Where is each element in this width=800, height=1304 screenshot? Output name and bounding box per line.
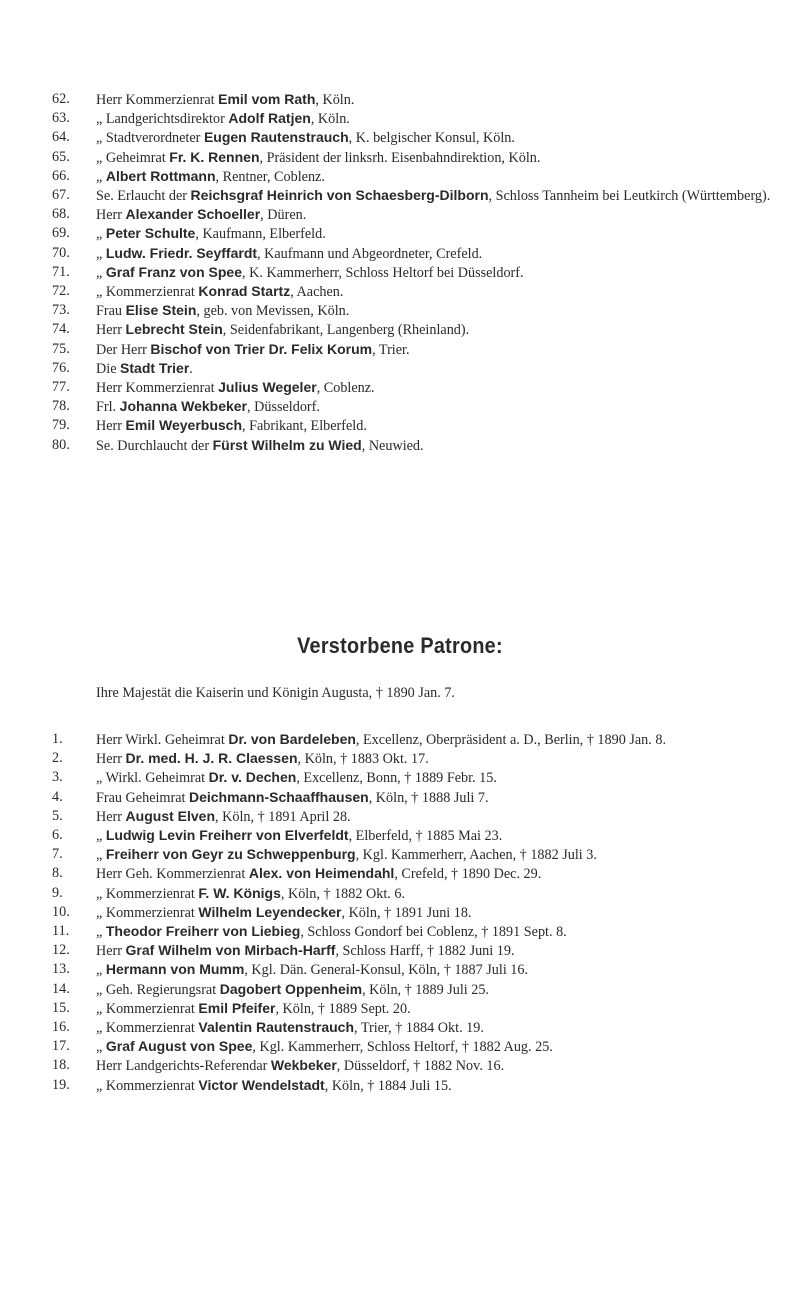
entry-text: Herr bbox=[96, 808, 126, 825]
entry-text: , Schloss Gondorf bei Coblenz, † 1891 Sept. 8. bbox=[300, 924, 567, 941]
list-item bbox=[52, 109, 777, 128]
person-name: Wekbeker bbox=[270, 1057, 337, 1074]
entry-body bbox=[96, 749, 777, 768]
entry-text: , Excellenz, Oberpräsident a. D., Berlin, † 1890 Jan. 8. bbox=[355, 732, 666, 748]
list-item bbox=[52, 960, 777, 979]
person-name: Graf Wilhelm von Mirbach-Harff bbox=[125, 942, 336, 959]
entry-text: „ Kommerzienrat bbox=[96, 1077, 199, 1094]
entry-body bbox=[96, 263, 777, 282]
list-item bbox=[52, 282, 777, 301]
entry-text: Die bbox=[96, 360, 121, 377]
person-name: Ludwig Levin Freiherr von Elverfeldt bbox=[105, 827, 349, 844]
entry-body bbox=[96, 167, 777, 186]
deceased-patron-list bbox=[52, 730, 777, 1095]
entry-text: „ bbox=[96, 226, 106, 243]
entry-text: , K. Kammerherr, Schloss Heltorf bei Düsseldorf. bbox=[242, 264, 524, 281]
person-name: Alexander Schoeller bbox=[125, 206, 261, 223]
entry-number: 7. bbox=[52, 846, 63, 863]
entry-text: , Köln, † 1889 Juli 25. bbox=[362, 981, 489, 998]
entry-number: 12. bbox=[52, 942, 70, 959]
entry-body bbox=[96, 397, 777, 416]
person-name: Adolf Ratjen bbox=[228, 110, 311, 127]
list-item bbox=[52, 167, 777, 186]
entry-text: , Trier. bbox=[372, 341, 410, 358]
person-name: Alex. von Heimendahl bbox=[248, 865, 395, 882]
entry-text: Herr bbox=[96, 322, 126, 339]
entry-text: Frl. bbox=[96, 399, 120, 416]
list-item bbox=[52, 224, 777, 243]
entry-text: „ Stadtverordneter bbox=[96, 130, 204, 147]
entry-text: „ Kommerzienrat bbox=[96, 1020, 199, 1037]
entry-number: 15. bbox=[52, 999, 70, 1016]
entry-text: , Köln. bbox=[315, 92, 355, 108]
entry-body bbox=[96, 416, 777, 435]
entry-number: 70. bbox=[52, 244, 70, 261]
entry-text: Se. Erlaucht der bbox=[96, 188, 191, 205]
patron-list bbox=[52, 90, 777, 455]
entry-text: , Düsseldorf, † 1882 Nov. 16. bbox=[336, 1058, 505, 1075]
person-name: Emil Weyerbusch bbox=[125, 417, 242, 434]
entry-text: „ bbox=[96, 245, 106, 262]
list-item bbox=[52, 301, 777, 320]
entry-text: „ bbox=[96, 828, 106, 845]
entry-number: 2. bbox=[52, 750, 63, 767]
entry-body bbox=[96, 205, 777, 224]
entry-number: 80. bbox=[52, 436, 70, 453]
list-item bbox=[52, 788, 777, 807]
list-item bbox=[52, 864, 777, 883]
entry-number: 4. bbox=[52, 788, 63, 805]
entry-number: 68. bbox=[52, 206, 70, 223]
entry-text: , Kgl. Dän. General-Konsul, Köln, † 1887 Juli 16. bbox=[244, 962, 529, 979]
entry-text: Herr Landgerichts-Referendar bbox=[96, 1058, 271, 1075]
entry-text: , Trier, † 1884 Okt. 19. bbox=[354, 1020, 484, 1037]
entry-body bbox=[96, 768, 777, 787]
list-item bbox=[52, 749, 777, 768]
list-item bbox=[52, 263, 777, 282]
entry-number: 72. bbox=[52, 283, 70, 300]
entry-number: 76. bbox=[52, 359, 70, 376]
entry-body bbox=[96, 128, 777, 147]
entry-number: 63. bbox=[52, 110, 70, 127]
entry-text: „ bbox=[96, 1039, 106, 1056]
entry-text: , Düren. bbox=[260, 207, 307, 224]
person-name: F. W. Königs bbox=[198, 884, 281, 901]
entry-body bbox=[96, 845, 777, 864]
entry-number: 78. bbox=[52, 398, 70, 415]
entry-number: 9. bbox=[52, 884, 63, 901]
person-name: Albert Rottmann bbox=[105, 167, 216, 184]
person-name: Theodor Freiherr von Liebieg bbox=[105, 923, 301, 940]
person-name: Valentin Rautenstrauch bbox=[198, 1019, 355, 1036]
list-item bbox=[52, 980, 777, 999]
entry-number: 1. bbox=[52, 731, 63, 747]
person-name: Johanna Wekbeker bbox=[119, 398, 248, 415]
entry-body bbox=[96, 903, 777, 922]
entry-text: , Schloss Harff, † 1882 Juni 19. bbox=[335, 943, 515, 960]
entry-body bbox=[96, 436, 777, 455]
entry-body bbox=[96, 244, 777, 263]
entry-number: 71. bbox=[52, 263, 70, 280]
entry-text: , Neuwied. bbox=[361, 437, 424, 454]
list-item bbox=[52, 922, 777, 941]
entry-text: , Köln, † 1882 Okt. 6. bbox=[280, 885, 406, 902]
entry-number: 10. bbox=[52, 903, 70, 920]
entry-text: , Köln, † 1891 Juni 18. bbox=[341, 904, 472, 921]
entry-body bbox=[96, 807, 777, 826]
entry-text: Herr Wirkl. Geheimrat bbox=[96, 732, 229, 748]
entry-number: 19. bbox=[52, 1076, 70, 1093]
entry-text: „ Landgerichtsdirektor bbox=[96, 111, 229, 128]
entry-body bbox=[96, 90, 777, 109]
person-name: Fr. K. Rennen bbox=[169, 148, 260, 165]
entry-text: „ Kommerzienrat bbox=[96, 904, 199, 921]
entry-text: „ bbox=[96, 168, 106, 185]
entry-text: „ bbox=[96, 264, 106, 281]
person-name: Stadt Trier bbox=[120, 359, 190, 376]
list-item bbox=[52, 397, 777, 416]
person-name: Reichsgraf Heinrich von Schaesberg-Dilborn bbox=[190, 187, 489, 204]
entry-number: 79. bbox=[52, 417, 70, 434]
entry-text: „ Geh. Regierungsrat bbox=[96, 981, 220, 998]
entry-text: , Elberfeld, † 1885 Mai 23. bbox=[348, 828, 503, 845]
list-item bbox=[52, 359, 777, 378]
person-name: Dr. med. H. J. R. Claessen bbox=[125, 750, 298, 767]
entry-body bbox=[96, 378, 777, 397]
person-name: Elise Stein bbox=[125, 302, 197, 319]
list-item bbox=[52, 90, 777, 109]
entry-body bbox=[96, 788, 777, 807]
entry-body bbox=[96, 864, 777, 883]
entry-body bbox=[96, 960, 777, 979]
person-name: Julius Wegeler bbox=[218, 379, 317, 396]
entry-text: , Düsseldorf. bbox=[247, 399, 320, 416]
list-item bbox=[52, 807, 777, 826]
entry-text: , Coblenz. bbox=[316, 380, 375, 397]
entry-number: 16. bbox=[52, 1019, 70, 1036]
entry-text: , Köln, † 1884 Juli 15. bbox=[324, 1077, 452, 1094]
entry-text: , Köln. bbox=[310, 111, 350, 128]
entry-text: „ Kommerzienrat bbox=[96, 885, 199, 902]
list-item bbox=[52, 903, 777, 922]
entry-body bbox=[96, 224, 777, 243]
entry-text: , Excellenz, Bonn, † 1889 Febr. 15. bbox=[296, 770, 497, 787]
entry-number: 77. bbox=[52, 379, 70, 396]
person-name: Deichmann-Schaaffhausen bbox=[188, 788, 369, 805]
person-name: August Elven bbox=[125, 807, 216, 824]
person-name: Konrad Startz bbox=[198, 283, 291, 300]
entry-body bbox=[96, 1037, 777, 1056]
entry-text: , Schloss Tannheim bei Leutkirch (Württemberg). bbox=[488, 188, 771, 205]
list-item bbox=[52, 1037, 777, 1056]
entry-text: Frau Geheimrat bbox=[96, 789, 189, 806]
list-item bbox=[52, 436, 777, 455]
entry-text: Ihre Majestät die Kaiserin und Königin Augusta, † 1890 Jan. 7. bbox=[96, 685, 455, 701]
entry-body bbox=[96, 1076, 777, 1095]
entry-body bbox=[96, 109, 777, 128]
entry-number: 3. bbox=[52, 769, 63, 786]
person-name: Dagobert Oppenheim bbox=[219, 980, 363, 997]
entry-text: , K. belgischer Konsul, Köln. bbox=[348, 130, 515, 147]
entry-text: Frau bbox=[96, 303, 126, 320]
entry-number: 62. bbox=[52, 91, 70, 107]
entry-number: 8. bbox=[52, 865, 63, 882]
entry-text: . bbox=[189, 360, 193, 377]
entry-text: „ bbox=[96, 962, 106, 979]
empress-entry bbox=[96, 684, 776, 702]
entry-text: , geb. von Mevissen, Köln. bbox=[196, 303, 350, 320]
entry-text: Herr bbox=[96, 207, 126, 224]
entry-text: „ Kommerzienrat bbox=[96, 1000, 199, 1017]
list-item bbox=[52, 416, 777, 435]
entry-text: „ bbox=[96, 924, 106, 941]
entry-number: 17. bbox=[52, 1038, 70, 1055]
person-name: Wilhelm Leyendecker bbox=[198, 903, 342, 920]
entry-number: 18. bbox=[52, 1057, 70, 1074]
entry-text: , Köln, † 1889 Sept. 20. bbox=[275, 1000, 411, 1017]
entry-number: 75. bbox=[52, 340, 70, 357]
list-item bbox=[52, 845, 777, 864]
entry-number: 66. bbox=[52, 167, 70, 184]
entry-body bbox=[96, 999, 777, 1018]
entry-text: „ Kommerzienrat bbox=[96, 284, 199, 301]
list-item bbox=[52, 340, 777, 359]
entry-text: Herr Kommerzienrat bbox=[96, 380, 219, 397]
entry-text: Herr Geh. Kommerzienrat bbox=[96, 866, 249, 883]
entry-text: Herr bbox=[96, 418, 126, 435]
entry-text: , Präsident der linksrh. Eisenbahndirektion, Köln. bbox=[259, 149, 541, 166]
entry-number: 73. bbox=[52, 302, 70, 319]
list-item bbox=[52, 884, 777, 903]
entry-text: , Crefeld, † 1890 Dec. 29. bbox=[394, 866, 542, 883]
person-name: Dr. v. Dechen bbox=[208, 769, 297, 786]
entry-body bbox=[96, 301, 777, 320]
entry-body bbox=[96, 884, 777, 903]
entry-text: , Kgl. Kammerherr, Aachen, † 1882 Juli 3. bbox=[355, 847, 597, 864]
entry-text: , Kgl. Kammerherr, Schloss Heltorf, † 1882 Aug. 25. bbox=[252, 1039, 553, 1056]
list-item bbox=[52, 768, 777, 787]
entry-body bbox=[96, 1056, 777, 1075]
list-item bbox=[52, 999, 777, 1018]
entry-body bbox=[96, 980, 777, 999]
person-name: Emil vom Rath bbox=[218, 91, 316, 107]
list-item bbox=[52, 941, 777, 960]
entry-number: 14. bbox=[52, 980, 70, 997]
entry-number: 11. bbox=[52, 923, 70, 940]
entry-text: , Köln, † 1888 Juli 7. bbox=[368, 789, 489, 806]
person-name: Graf August von Spee bbox=[105, 1038, 253, 1055]
entry-number: 67. bbox=[52, 187, 70, 204]
entry-text: Herr bbox=[96, 751, 126, 768]
list-item bbox=[52, 826, 777, 845]
person-name: Hermann von Mumm bbox=[105, 961, 245, 978]
entry-text: Herr bbox=[96, 943, 126, 960]
entry-body bbox=[96, 186, 777, 205]
list-item bbox=[52, 730, 777, 749]
person-name: Victor Wendelstadt bbox=[198, 1076, 325, 1093]
entry-body bbox=[96, 340, 777, 359]
entry-number: 13. bbox=[52, 961, 70, 978]
person-name: Graf Franz von Spee bbox=[105, 263, 243, 280]
person-name: Ludw. Friedr. Seyffardt bbox=[105, 244, 258, 261]
list-item bbox=[52, 205, 777, 224]
entry-body bbox=[96, 941, 777, 960]
list-item bbox=[52, 1076, 777, 1095]
entry-body bbox=[96, 320, 777, 339]
entry-text: , Seidenfabrikant, Langenberg (Rheinland). bbox=[222, 322, 470, 339]
entry-body bbox=[96, 282, 777, 301]
entry-text: , Fabrikant, Elberfeld. bbox=[242, 418, 367, 435]
entry-text: „ Geheimrat bbox=[96, 149, 170, 166]
entry-text: „ Wirkl. Geheimrat bbox=[96, 770, 209, 787]
person-name: Dr. von Bardeleben bbox=[228, 731, 356, 747]
list-item bbox=[52, 244, 777, 263]
entry-number: 5. bbox=[52, 807, 63, 824]
list-item bbox=[52, 1018, 777, 1037]
entry-text: „ bbox=[96, 847, 106, 864]
list-item bbox=[52, 128, 777, 147]
entry-text: Der Herr bbox=[96, 341, 151, 358]
entry-body bbox=[96, 922, 777, 941]
person-name: Bischof von Trier Dr. Felix Korum bbox=[150, 340, 373, 357]
entry-body bbox=[96, 1018, 777, 1037]
entry-text: , Aachen. bbox=[290, 284, 344, 301]
entry-text: Herr Kommerzienrat bbox=[96, 92, 219, 108]
list-item bbox=[52, 320, 777, 339]
entry-number: 74. bbox=[52, 321, 70, 338]
person-name: Eugen Rautenstrauch bbox=[203, 129, 349, 146]
entry-body bbox=[96, 148, 777, 167]
person-name: Fürst Wilhelm zu Wied bbox=[212, 436, 362, 453]
person-name: Peter Schulte bbox=[105, 225, 196, 242]
person-name: Emil Pfeifer bbox=[198, 999, 276, 1016]
person-name: Lebrecht Stein bbox=[125, 321, 223, 338]
entry-text: , Rentner, Coblenz. bbox=[215, 168, 325, 185]
entry-text: , Köln, † 1883 Okt. 17. bbox=[297, 751, 429, 768]
entry-text: , Köln, † 1891 April 28. bbox=[215, 808, 351, 825]
entry-text: Se. Durchlaucht der bbox=[96, 437, 213, 454]
entry-body bbox=[96, 826, 777, 845]
entry-number: 65. bbox=[52, 148, 70, 165]
entry-number: 69. bbox=[52, 225, 70, 242]
list-item bbox=[52, 148, 777, 167]
person-name: Freiherr von Geyr zu Schweppenburg bbox=[105, 846, 356, 863]
entry-number: 6. bbox=[52, 827, 63, 844]
entry-body bbox=[96, 730, 777, 749]
section-title: Verstorbene Patrone: bbox=[297, 633, 503, 658]
entry-body bbox=[96, 359, 777, 378]
entry-text: , Kaufmann und Abgeordneter, Crefeld. bbox=[257, 245, 483, 262]
list-item bbox=[52, 378, 777, 397]
list-item bbox=[52, 1056, 777, 1075]
entry-text: , Kaufmann, Elberfeld. bbox=[195, 226, 326, 243]
entry-number: 64. bbox=[52, 129, 70, 146]
list-item bbox=[52, 186, 777, 205]
